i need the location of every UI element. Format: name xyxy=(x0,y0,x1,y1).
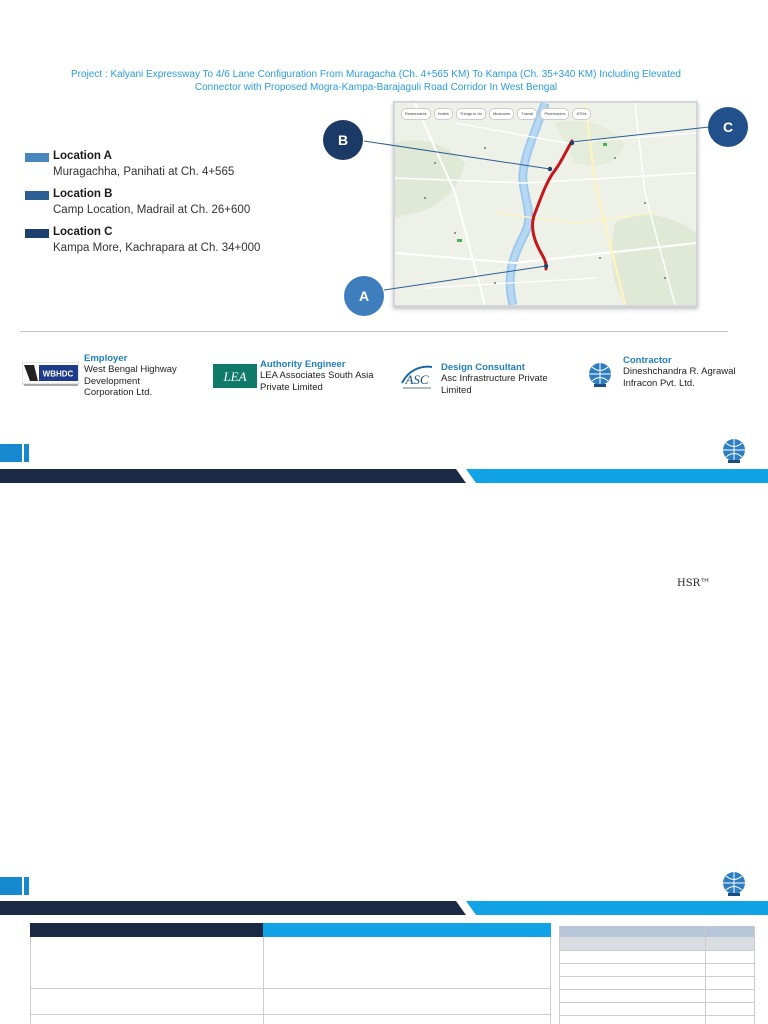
table-header-left xyxy=(30,923,263,937)
table-border xyxy=(263,937,264,1024)
asc-logo-text: ASC xyxy=(405,372,429,387)
map-chip-pharmacies[interactable]: Pharmacies xyxy=(540,108,569,120)
location-a-name: Location A xyxy=(53,150,112,162)
table-border xyxy=(30,937,31,1024)
callout-b: B xyxy=(323,120,363,160)
location-a-desc: Muragachha, Panihati at Ch. 4+565 xyxy=(53,166,235,178)
map-chip-restaurants[interactable]: Restaurants xyxy=(401,108,431,120)
page-header-tab xyxy=(0,444,22,462)
authority-org-line1: LEA Associates South Asia xyxy=(260,370,374,381)
page-band xyxy=(0,469,768,483)
page-header-tab xyxy=(0,877,22,895)
location-b-name: Location B xyxy=(53,188,113,200)
asc-logo-icon xyxy=(398,361,436,393)
location-c-desc: Kampa More, Kachrapara at Ch. 34+000 xyxy=(53,242,261,254)
contractor-logo xyxy=(586,362,614,392)
design-block xyxy=(441,362,548,396)
wbhdc-logo-icon xyxy=(22,362,79,388)
employer-block xyxy=(84,353,177,399)
callout-c: C xyxy=(708,107,748,147)
table-border xyxy=(559,1002,755,1003)
globe-logo-icon xyxy=(720,437,748,465)
table-border xyxy=(559,926,560,1024)
contractor-org-line2: Infracon Pvt. Ltd. xyxy=(623,377,695,389)
side-table-header xyxy=(559,926,755,937)
contractor-org-line1: Dineshchandra R. Agrawal xyxy=(623,366,736,377)
design-org-line1: Asc Infrastructure Private xyxy=(441,373,548,384)
authority-role: Authority Engineer xyxy=(260,359,346,370)
table-border xyxy=(30,988,551,989)
table-border xyxy=(550,937,551,1024)
lea-logo-icon xyxy=(213,364,257,388)
design-org-line2: Limited xyxy=(441,384,472,396)
section-divider xyxy=(20,331,728,332)
table-border xyxy=(754,926,755,1024)
table-border xyxy=(559,1015,755,1016)
map-chip-atms[interactable]: ATMs xyxy=(572,108,590,120)
location-b-desc: Camp Location, Madrail at Ch. 26+600 xyxy=(53,204,251,216)
callout-a: A xyxy=(344,276,384,316)
employer-role: Employer xyxy=(84,353,128,364)
table-header-right xyxy=(263,923,551,937)
page-header-tab-bar xyxy=(24,444,29,462)
map-chip-transit[interactable]: Transit xyxy=(517,108,537,120)
wbhdc-logo-text: WBHDC xyxy=(42,369,74,379)
authority-logo xyxy=(213,364,257,392)
authority-block xyxy=(260,359,374,393)
contractor-role: Contractor xyxy=(623,355,672,366)
project-title-line2: Connector with Proposed Mogra-Kampa-Barajaguli Road Corridor In West Bengal xyxy=(194,81,558,93)
lea-logo-text: LEA xyxy=(223,369,247,384)
contractor-block xyxy=(623,355,735,389)
employer-logo xyxy=(22,362,79,392)
globe-logo-icon xyxy=(720,870,748,898)
page-band xyxy=(0,901,768,915)
table-border xyxy=(559,989,755,990)
employer-org-line1: West Bengal Highway xyxy=(84,364,177,375)
table-border xyxy=(559,950,755,951)
design-logo xyxy=(398,361,436,397)
side-table-subheader xyxy=(559,937,755,950)
employer-org-line2: Development xyxy=(84,375,140,387)
project-title-line1: Project : Kalyani Expressway To 4/6 Lane Configuration From Muragacha (Ch. 4+565 KM) To Kampa (Ch. 35+340 KM) Including Elevated xyxy=(71,69,681,80)
table-border xyxy=(705,926,706,1024)
table-border xyxy=(30,1014,551,1015)
design-role: Design Consultant xyxy=(441,362,525,373)
globe-logo-icon xyxy=(586,362,614,388)
employer-org-line3: Corporation Ltd. xyxy=(84,387,153,398)
map-chip-hotels[interactable]: Hotels xyxy=(434,108,453,120)
map-chip-things-to-do[interactable]: Things to do xyxy=(456,108,486,120)
table-border xyxy=(559,963,755,964)
table-border xyxy=(559,976,755,977)
location-c-name: Location C xyxy=(53,226,113,238)
authority-org-line2: Private Limited xyxy=(260,381,323,393)
page-header-tab-bar xyxy=(24,877,29,895)
hsr-trademark: HSR™ xyxy=(677,578,711,589)
map-chip-museums[interactable]: Museums xyxy=(489,108,514,120)
callout-leader-lines xyxy=(0,0,768,340)
